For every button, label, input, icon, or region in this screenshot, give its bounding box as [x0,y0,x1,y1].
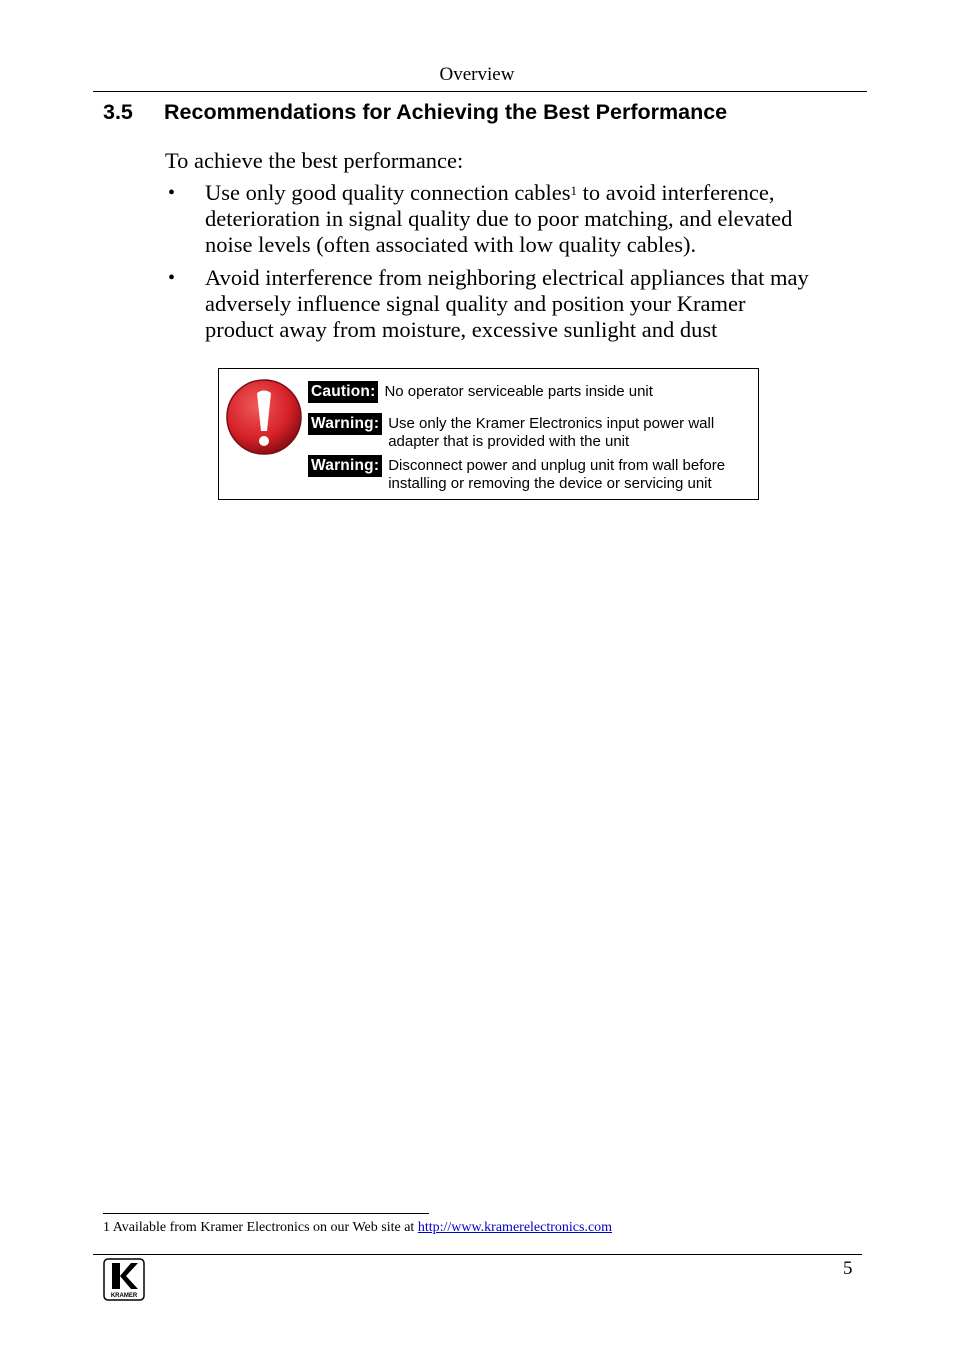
list-item [165,265,815,343]
bullet-text-1a: Use only good quality connection cables [205,180,571,205]
warning-text: Disconnect power and unplug unit from wall before installing or removing the device or servicing unit [388,457,726,492]
header-divider [93,91,867,92]
section-title: Recommendations for Achieving the Best Performance [164,100,728,124]
logo-text: KRAMER [110,1293,138,1299]
footnote [103,1220,612,1236]
list-item [165,180,815,258]
bullet-icon: • [168,182,176,204]
recommendation-list [165,180,815,350]
footnote-ref[interactable]: 1 [570,183,578,198]
warning-label: Warning: [308,413,382,435]
warning-row [308,455,725,493]
footnote-link[interactable]: http://www.kramerelectronics.com [417,1220,613,1235]
exclamation-icon [225,377,303,457]
caution-label: Caution: [308,381,378,403]
intro-text: To achieve the best performance: [165,148,464,173]
section-heading [103,100,727,125]
warning-text: No operator serviceable parts inside unit [384,383,653,400]
footnote-text: 1 Available from Kramer Electronics on our Web site at [103,1220,418,1235]
bullet-text-2: Avoid interference from neighboring electrical appliances that may adversely influence signal quality and position your Kramer product away from moisture, excessive sunlight and dust [205,265,809,342]
warning-row [308,413,714,451]
warning-row [308,381,653,403]
warning-text: Use only the Kramer Electronics input power wall adapter that is provided with the unit [388,415,715,450]
section-number: 3.5 [103,100,133,124]
footer-divider [93,1254,862,1255]
kramer-logo-icon [103,1258,145,1301]
bullet-icon: • [168,267,176,289]
footnote-divider [103,1213,429,1214]
warning-label: Warning: [308,455,382,477]
bullet-text-1b: to avoid interference, deterioration in signal quality due to poor matching, and elevated noise levels (often associated with low quality cables). [205,180,793,257]
page-number: 5 [843,1258,853,1279]
page-header-title: Overview [439,64,515,85]
safety-warning-box [218,368,759,500]
